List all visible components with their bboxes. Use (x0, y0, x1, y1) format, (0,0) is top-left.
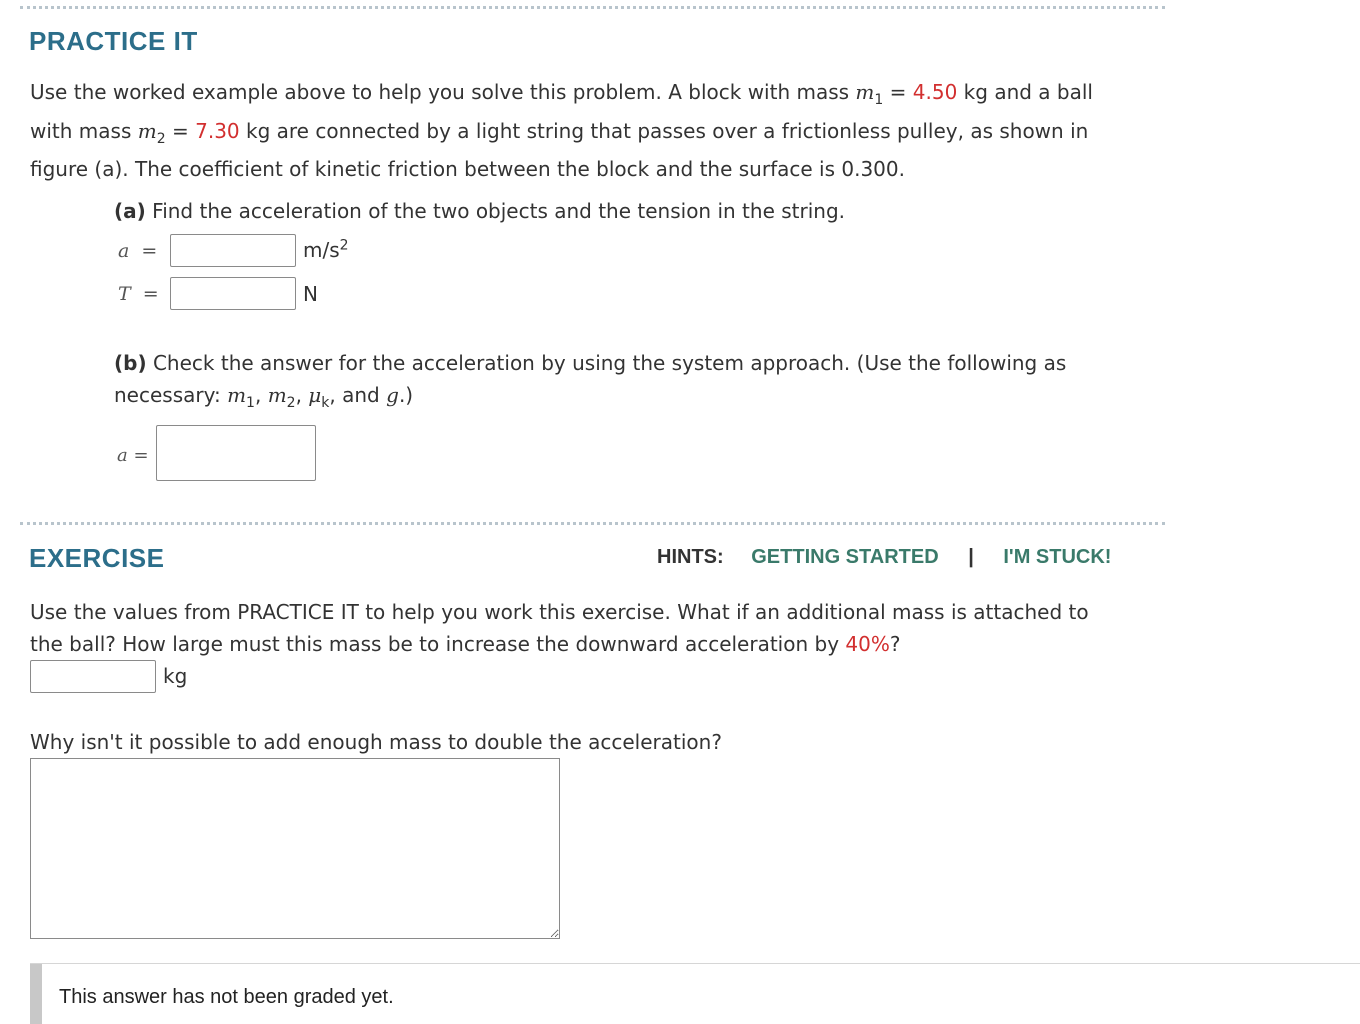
m1-value: 4.50 (912, 80, 958, 104)
part-b-acceleration-label (117, 445, 149, 466)
hint-separator: | (968, 546, 974, 568)
expression-input[interactable] (156, 425, 316, 481)
part-a-label: (a) (114, 199, 146, 223)
m2-equals: = (165, 119, 196, 143)
im-stuck-link[interactable]: I'M STUCK! (1003, 546, 1112, 568)
exercise-text-2a: the ball? How large must this mass be to increase the downward acceleration by (30, 632, 846, 656)
a-equals: = (141, 240, 158, 262)
part-b-label: (b) (114, 351, 147, 375)
exercise-title: EXERCISE (29, 543, 165, 573)
part-a-acceleration-label (118, 240, 157, 262)
acceleration-unit-base: m/s (303, 238, 340, 262)
intro-text: Use the worked example above to help you solve this problem. A block with mass (30, 80, 856, 104)
m1-subscript: 1 (874, 91, 884, 108)
m2-value: 7.30 (195, 119, 240, 143)
practice-text-line-2 (30, 119, 1089, 147)
m1-equals: = (883, 80, 913, 104)
var-mu-subscript: k (321, 394, 330, 411)
exercise-text-2b: ? (889, 632, 901, 656)
part-a-text: Find the acceleration of the two objects and the tension in the string. (145, 199, 845, 223)
part-b-closing: .) (398, 383, 414, 407)
var-mu: μ (308, 383, 322, 407)
hints-label: HINTS: (657, 546, 724, 568)
m2-symbol: m (137, 119, 157, 143)
t-equals: = (142, 283, 159, 305)
practice-text-line-1 (30, 80, 1093, 108)
t-symbol: T (118, 283, 131, 305)
and-text: and (342, 383, 380, 407)
a-symbol: a (118, 240, 130, 262)
hints-bar (657, 546, 1111, 569)
why-question: Why isn't it possible to add enough mass to double the acceleration? (30, 730, 722, 754)
m1-symbol: m (855, 80, 875, 104)
b-a-symbol: a (117, 445, 128, 466)
part-b-variables: necessary: $m_1$, $m_2$, $\mu_k$, and g.) (114, 383, 414, 411)
getting-started-link[interactable]: GETTING STARTED (751, 546, 939, 568)
m1-unit-text: kg and a ball (957, 80, 1093, 104)
grade-status-bar (30, 963, 1360, 1024)
percent-value: 40% (845, 632, 890, 656)
part-a-tension-label (118, 283, 159, 305)
grade-status-accent (30, 964, 42, 1024)
intro-text-2a: with mass (30, 119, 138, 143)
exercise-text-line-2 (30, 632, 900, 656)
intro-text-2b: kg are connected by a light string that passes over a frictionless pulley, as shown in (239, 119, 1089, 143)
b-a-equals: = (133, 445, 149, 466)
acceleration-unit (303, 238, 349, 262)
middle-divider (20, 522, 1165, 525)
part-a-question (114, 199, 845, 223)
part-b-question (114, 351, 1066, 375)
tension-input[interactable] (170, 277, 296, 310)
var-g: g (386, 383, 399, 407)
additional-mass-input[interactable] (30, 660, 156, 693)
var-m1: m (227, 383, 247, 407)
explanation-textarea[interactable] (30, 758, 560, 939)
tension-unit: N (303, 282, 318, 306)
var-m1-subscript: 1 (246, 394, 255, 411)
var-m2-subscript: 2 (286, 394, 296, 411)
part-b-text: Check the answer for the acceleration by using the system approach. (Use the following as (146, 351, 1067, 375)
var-m2: m (267, 383, 287, 407)
practice-text-line-3: figure (a). The coefficient of kinetic friction between the block and the surface is 0.300. (30, 157, 905, 181)
practice-title: PRACTICE IT (29, 26, 198, 56)
m2-subscript: 2 (156, 130, 166, 147)
mass-unit: kg (163, 664, 188, 688)
grade-status-text: This answer has not been graded yet. (59, 986, 394, 1008)
top-divider (20, 6, 1165, 9)
exercise-text-line-1: Use the values from PRACTICE IT to help you work this exercise. What if an additional mass is attached to (30, 600, 1089, 624)
part-b-prefix: necessary: (114, 383, 228, 407)
acceleration-unit-exponent: 2 (339, 237, 349, 254)
acceleration-input[interactable] (170, 234, 296, 267)
